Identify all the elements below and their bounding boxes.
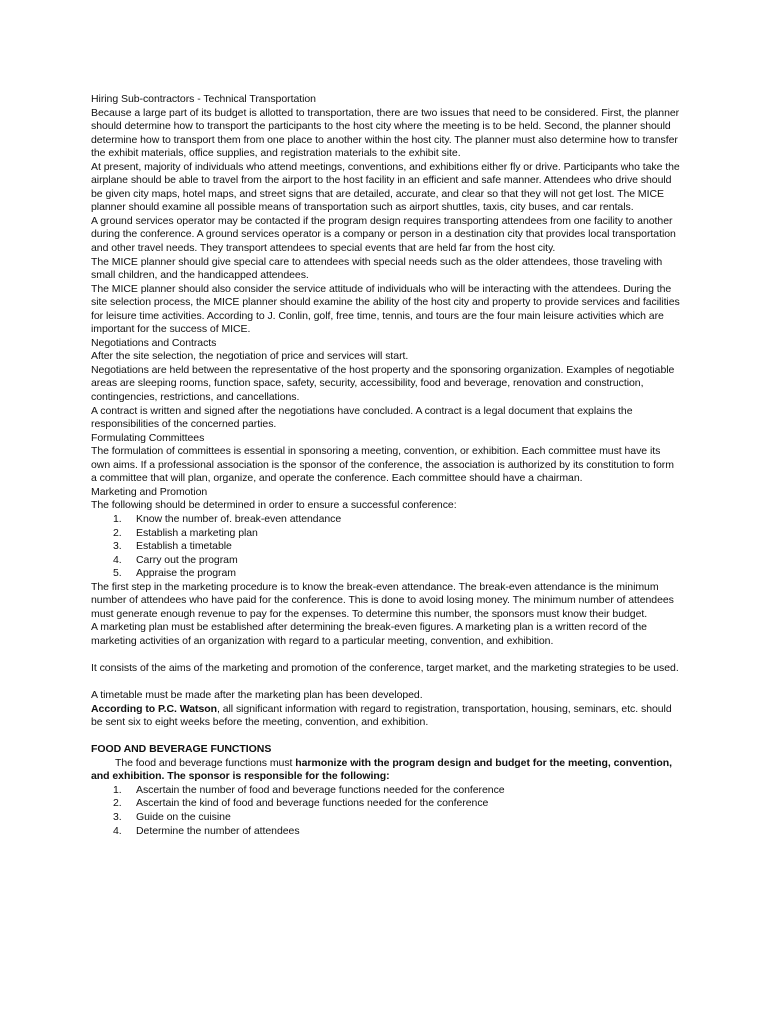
section-heading-food-beverage: FOOD AND BEVERAGE FUNCTIONS — [91, 743, 272, 756]
list-item — [91, 554, 681, 568]
section-heading-negotiations: Negotiations and Contracts — [91, 336, 217, 349]
paragraph: The MICE planner should give special care to attendees with special needs such as the older attendees, those traveling with small children, and the handicapped attendees. — [91, 255, 663, 282]
sponsor-responsibilities-list — [91, 784, 681, 838]
spacer — [91, 648, 681, 662]
list-number: 2. — [113, 526, 122, 539]
list-number: 3. — [113, 810, 122, 823]
list-item — [91, 784, 681, 798]
spacer — [91, 676, 681, 690]
list-number: 1. — [113, 512, 122, 525]
spacer — [91, 730, 681, 744]
list-number: 4. — [113, 824, 122, 837]
list-number: 2. — [113, 797, 122, 810]
list-intro: The following should be determined in order to ensure a successful conference: — [91, 499, 457, 512]
paragraph: A timetable must be made after the marketing plan has been developed. — [91, 689, 423, 702]
list-item-text: Carry out the program — [136, 553, 238, 566]
paragraph-watson — [91, 703, 681, 730]
section-heading-committees: Formulating Committees — [91, 431, 205, 444]
food-beverage-intro — [91, 757, 681, 784]
intro-plain: The food and beverage functions must — [115, 756, 296, 769]
intro-bold: harmonize with the program design and budget for the meeting, convention, and exhibition. The sponsor is responsible for the following: — [91, 756, 672, 783]
paragraph: A ground services operator may be contacted if the program design requires transporting attendees from one facility to another during the conference. A ground services operator is a company or person in a destination city that provides local transportation and other travel needs. They transport attendees to special events that are held far from the host city. — [91, 214, 676, 255]
paragraph: A contract is written and signed after the negotiations have concluded. A contract is a legal document that explains the responsibilities of the concerned parties. — [91, 404, 633, 431]
list-number: 3. — [113, 540, 122, 553]
list-item — [91, 513, 681, 527]
paragraph: A marketing plan must be established after determining the break-even figures. A marketing plan is a written record of the marketing activities of an organization with regard to a particular meeting, convention, and exhibition. — [91, 621, 647, 647]
paragraph: Negotiations are held between the representative of the host property and the sponsoring organization. Examples of negotiable areas are sleeping rooms, function space, safety, security, accessibility, food and beverage, renovation and construction, contingencies, restrictions, and cancellations. — [91, 363, 675, 404]
list-item — [91, 527, 681, 541]
list-number: 5. — [113, 567, 122, 580]
list-item — [91, 797, 681, 811]
list-item-text: Appraise the program — [136, 567, 236, 580]
section-heading-transportation: Hiring Sub-contractors - Technical Transportation — [91, 93, 316, 105]
watson-text: , all significant information with regard to registration, transportation, housing, seminars, etc. should be sent six to eight weeks before the meeting, convention, and exhibition. — [91, 702, 672, 729]
paragraph: The MICE planner should also consider the service attitude of individuals who will be interacting with the attendees. During the site selection process, the MICE planner should examine the ability of the host city and property to provide services and facilities for leisure time activities. According to J. Conlin, golf, free time, tennis, and tours are the four main leisure activities which are important for the success of MICE. — [91, 282, 680, 336]
list-item-text: Ascertain the number of food and beverage functions needed for the conference — [136, 783, 505, 796]
watson-citation: According to P.C. Watson — [91, 702, 217, 715]
list-item-text: Determine the number of attendees — [136, 824, 300, 837]
list-item — [91, 811, 681, 825]
paragraph: It consists of the aims of the marketing and promotion of the conference, target market, and the marketing strategies to be used. — [91, 661, 679, 674]
list-item-text: Ascertain the kind of food and beverage functions needed for the conference — [136, 797, 489, 810]
list-item — [91, 567, 681, 581]
list-item-text: Establish a marketing plan — [136, 526, 258, 539]
marketing-steps-list — [91, 513, 681, 581]
list-item-text: Establish a timetable — [136, 540, 232, 553]
paragraph: After the site selection, the negotiation of price and services will start. — [91, 350, 409, 363]
paragraph: The formulation of committees is essential in sponsoring a meeting, convention, or exhibition. Each committee must have its own aims. If a professional association is the sponsor of the conference, the association is authorized by its constitution to form a committee that will plan, organize, and operate the conference. Each committee should have a chairman. — [91, 445, 674, 485]
list-item-text: Know the number of. break-even attendance — [136, 512, 342, 525]
list-item-text: Guide on the cuisine — [136, 810, 231, 823]
list-number: 1. — [113, 783, 122, 796]
list-item — [91, 540, 681, 554]
list-number: 4. — [113, 553, 122, 566]
paragraph: Because a large part of its budget is allotted to transportation, there are two issues that need to be considered. First, the planner should determine how to transport the participants to the host city where the meeting is to be held. Second, the planner should determine how to transport them from one place to another within the host city. The planner must also determine how to transfer the exhibit materials, office supplies, and registration materials to the exhibit site. — [91, 106, 680, 160]
section-heading-marketing: Marketing and Promotion — [91, 485, 208, 498]
paragraph: At present, majority of individuals who attend meetings, conventions, and exhibitions either fly or drive. Participants who take the airplane should be able to travel from the airport to the host facility in an efficient and safe manner. Attendees who drive should be given city maps, hotel maps, and street signs that are detailed, accurate, and clear so that they will not get lost. The MICE planner should examine all possible means of transportation such as airport shuttles, taxis, city buses, and car rentals. — [91, 160, 680, 214]
paragraph: The first step in the marketing procedure is to know the break-even attendance. The break-even attendance is the minimum number of attendees who have paid for the conference. This is done to avoid losing money. The minimum number of attendees must generate enough revenue to pay for the expenses. To determine this number, the sponsors must know their budget. — [91, 580, 674, 620]
document-body — [91, 93, 681, 838]
list-item — [91, 825, 681, 839]
